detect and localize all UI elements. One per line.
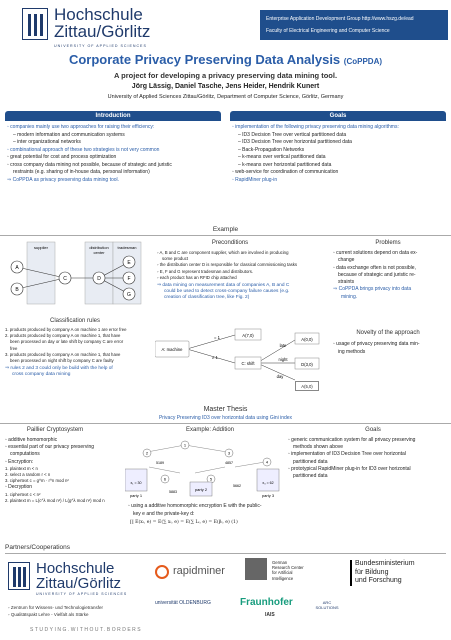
- problems-heading: Problems: [375, 240, 401, 246]
- introduction-list: [5, 121, 221, 187]
- tree-edge-late: late: [279, 343, 287, 348]
- bmbf-text: [355, 560, 415, 586]
- tree-d30-label: D(3,0): [301, 362, 313, 367]
- problem-line: change: [338, 257, 355, 264]
- dfki-line: Intelligence: [272, 575, 294, 581]
- tree-edge-eq1: = 1: [214, 335, 220, 340]
- tree-root-label: A: machine: [161, 347, 183, 352]
- bmbf-line: Bundesministerium: [355, 560, 415, 567]
- rules-conclusion: cross company data mining: [12, 372, 71, 378]
- rapidminer-icon: [155, 565, 169, 579]
- party-1-label: party 1: [129, 493, 143, 498]
- hszg-logo-mark-icon: [8, 562, 30, 590]
- poster-title: [0, 52, 451, 67]
- title-main: Corporate Privacy Preserving Data Analysis: [68, 52, 341, 67]
- classification-tree: [155, 325, 320, 385]
- preconditions-conclusion: ⇒ data mining on measurement data of companies A, B and C: [157, 283, 290, 289]
- goal-line: ◦ web-service for coordination of communication: [232, 169, 339, 175]
- thesis-goals-heading: Goals: [365, 427, 381, 433]
- dfki-line: German: [272, 560, 288, 565]
- precondition-line: ◦ A, B and C are component supplier, which are involved in producing: [157, 250, 289, 255]
- bmbf-line: für Bildung: [355, 568, 389, 576]
- introduction-heading: Introduction: [5, 111, 221, 121]
- message-value-1: 5189: [156, 461, 164, 465]
- intro-line: ◦ cross company data mining not possible, because of strategic and juristic: [7, 161, 172, 168]
- precondition-line: some product: [162, 256, 189, 262]
- supplier-label: supplier: [33, 245, 49, 250]
- party-3-icon: [257, 469, 279, 491]
- step-5-label: 5: [209, 476, 213, 482]
- tree-leaf-a50: A(5,0): [295, 381, 319, 391]
- fraunhofer-logo: Fraunhofer: [240, 597, 293, 608]
- problem-line: straints: [338, 279, 355, 286]
- tradesman-label: tradesman: [117, 245, 137, 250]
- rule-line: 3. products produced by company A on machine 1, that have: [5, 351, 121, 357]
- band-line1: Enterprise Application Development Group http://www.hszg.de/ead: [266, 16, 414, 22]
- affiliation: University of Applied Sciences Zittau/Görlitz, Department of Computer Science, Görlitz, Germany: [107, 94, 344, 100]
- hszg-logo: [8, 560, 138, 600]
- hszg-line3: UNIVERSITY OF APPLIED SCIENCES: [36, 592, 128, 596]
- step-3-label: 3: [227, 450, 231, 456]
- rule-line: 2. products produced by company A on machine 1, that have: [5, 333, 121, 339]
- university-logo: [22, 6, 172, 46]
- addition-example-text: [128, 503, 293, 518]
- supply-chain-diagram: [5, 240, 145, 310]
- tree-a71-label: A(7,0): [242, 333, 254, 338]
- dfki-text: [272, 560, 304, 581]
- intro-line: ◦ companies mainly use two approaches for raising their efficiency:: [7, 124, 155, 130]
- addition-text-line: ◦ using a additive homomorphic encryption E with the public-: [128, 503, 262, 509]
- paillier-heading: Paillier Cryptosystem: [26, 427, 84, 433]
- hszg-line1: Hochschule: [36, 560, 115, 577]
- logo-line3: UNIVERSITY OF APPLIED SCIENCES: [54, 44, 147, 48]
- paillier-list: [5, 437, 115, 504]
- node-d-label: D: [97, 276, 101, 282]
- tree-edge-night: night: [278, 357, 288, 362]
- rules-conclusion: ⇒ rules 2 and 3 could only be build with the help of: [5, 366, 113, 372]
- dfki-icon: [245, 558, 267, 580]
- rapidminer-logo: [155, 563, 230, 583]
- step-2-label: 2: [145, 450, 149, 456]
- intro-line: restraints (e.g. sharing of in-house data, personal information): [13, 169, 150, 175]
- authors: Jörg Lässig, Daniel Tasche, Jens Heider, Hendrik Kunert: [131, 83, 320, 90]
- intro-line: ◦ great potential for cost and process optimization: [7, 154, 117, 160]
- paillier-line: 1. plaintext m < n: [5, 465, 38, 471]
- goal-line: ◦ RapidMiner plug-in: [232, 176, 278, 183]
- iais-label: IAIS: [265, 612, 275, 618]
- rule-line: been processed on night shift by company C are faulty: [10, 358, 114, 364]
- paillier-line: ◦ essential part of our privacy preserving: [5, 444, 95, 451]
- header: [0, 0, 451, 46]
- preconditions-conclusion: creation of classification tree, like Fig. 2): [164, 295, 250, 301]
- problem-line: because of strategic and juristic re-: [338, 271, 416, 278]
- introduction-section: [5, 111, 221, 187]
- intro-line: ◦ combinational approach of these two strategies is not very common: [7, 146, 160, 153]
- message-value-4: 5883: [169, 490, 177, 494]
- title-abbr: (CoPPDA): [343, 57, 383, 66]
- preconditions-conclusion: could be used to detect cross-company failure causes (e.g.: [164, 289, 290, 295]
- hszg-line2: Zittau/Görlitz: [36, 575, 122, 592]
- thesis-goal-line: methods shown above: [293, 444, 344, 451]
- example-heading: Example: [0, 225, 451, 236]
- goal-line: – k-means over horizontal partitioned data: [238, 161, 332, 168]
- precondition-line: ◦ each product has an RFID chip attached: [157, 274, 237, 280]
- message-value-3: 5662: [233, 484, 241, 488]
- goal-line: – k-means over vertical partitioned data: [238, 154, 326, 160]
- paillier-line: ◦ Encryption:: [5, 458, 34, 465]
- paillier-line: computations: [10, 451, 40, 458]
- goals-section: [230, 111, 446, 187]
- addition-example-heading: Example: Addition: [185, 427, 235, 433]
- partners-heading: Partners/Cooperations: [5, 544, 446, 554]
- precondition-line: ◦ the distribution center D is responsible for classical commissioning tasks: [157, 262, 298, 268]
- paillier-line: 2. plaintext m = L(c^λ mod n²) / L(g^λ mod n²) mod n: [5, 497, 105, 503]
- rule-line: free: [10, 345, 18, 351]
- step-1-label: 1: [183, 442, 187, 448]
- paillier-line: 2. select a random r < n: [5, 472, 51, 478]
- intro-line: – inter organizational networks: [13, 139, 81, 145]
- thesis-goal-line: partitioned data: [293, 458, 328, 465]
- tree-a00-label: A(0,0): [301, 337, 313, 342]
- rule-line: been processed on day or late shift by company C are error: [10, 339, 124, 345]
- band-line2: Faculty of Electrical Engineering and Computer Science: [266, 28, 390, 34]
- classification-rules-heading: Classification rules: [49, 318, 101, 324]
- node-c-label: C: [63, 276, 67, 282]
- thesis-heading: Master Thesis: [203, 406, 248, 413]
- bmbf-flag-icon: [350, 560, 352, 586]
- node-b-label: B: [15, 287, 19, 293]
- paillier-line: ◦ Decryption: [5, 484, 33, 491]
- intro-conclusion: ⇒ CoPPDA as privacy preserving data mining tool.: [7, 176, 120, 183]
- logo-mark-icon: [22, 8, 48, 40]
- party-2-label: party 2: [194, 487, 208, 492]
- bmbf-line: und Forschung: [355, 577, 402, 584]
- tree-edge-neq1: ≠ 1: [212, 355, 218, 360]
- header-band: [260, 10, 448, 40]
- paillier-line: ◦ additive homomorphic: [5, 437, 58, 443]
- thesis-goal-line: partitioned data: [293, 473, 328, 480]
- hszg-note-2: ◦ Qualitätspakt Lehre - Vielfalt als Stärke: [8, 612, 89, 617]
- node-g-label: G: [127, 292, 131, 298]
- node-f-label: F: [127, 276, 131, 282]
- step-4-label: 4: [265, 459, 269, 465]
- intro-line: – modern information and communication systems: [13, 131, 125, 138]
- preconditions-heading: Preconditions: [211, 240, 249, 246]
- novelty-line: ◦ usage of privacy preserving data min-: [333, 341, 420, 347]
- paillier-line: 1. ciphertext c < n²: [5, 491, 41, 497]
- logo-line1: Hochschule: [54, 5, 143, 24]
- party-3-label: party 3: [261, 493, 275, 498]
- tree-shift-label: C: shift: [241, 361, 255, 366]
- paillier-line: 3. ciphertext c = g^m · r^n mod n²: [5, 478, 69, 484]
- arc-logo: ARC SOLUTIONS: [315, 600, 339, 610]
- oldenburg-logo: universität OLDENBURG: [155, 600, 211, 606]
- novelty-list: [333, 341, 448, 356]
- novelty-line: ing methods: [338, 348, 366, 355]
- supplier-column: [27, 242, 55, 304]
- preconditions-list: [157, 250, 317, 302]
- thesis-subheading: Privacy Preserving ID3 over horizontal data using Gini index: [0, 415, 451, 424]
- center-label: center: [93, 250, 105, 255]
- step-6-label: 6: [163, 476, 167, 482]
- rule-line: 1. products produced by company A on machine 1 are error free: [5, 327, 127, 332]
- problem-conclusion: ⇒ CoPPDA brings privacy into data: [333, 286, 412, 293]
- goals-list: [230, 121, 446, 187]
- thesis-goal-line: ◦ generic communication system for all privacy preserving: [288, 437, 416, 443]
- node-a-label: A: [15, 265, 19, 271]
- problems-list: [333, 250, 448, 301]
- goal-line: – ID3 Decision Tree over vertical partitioned data: [238, 131, 347, 138]
- message-value-2: 4857: [225, 461, 233, 465]
- addition-example-diagram: [125, 437, 290, 499]
- precondition-line: ◦ E, F and G represent tradesman and distributors.: [157, 268, 254, 274]
- rapidminer-text: rapidminer: [173, 565, 225, 577]
- party-1-icon: [125, 469, 147, 491]
- classification-rules: [5, 327, 150, 379]
- dfki-line: for Artificial: [272, 570, 293, 576]
- footer-slogan: STUDYING.WITHOUT.BORDERS: [30, 627, 143, 633]
- thesis-goal-line: ◦ implementation of ID3 Decision Tree over horizontal: [288, 451, 406, 458]
- goal-line: – ID3 Decision Tree over horizontal partitioned data: [238, 139, 352, 145]
- poster-subtitle: A project for developing a privacy preserving data mining tool.: [113, 71, 338, 80]
- goal-line: ◦ implementation of the following privacy preserving data mining algorithms:: [232, 124, 399, 130]
- thesis-goals-list: [288, 437, 448, 480]
- problem-line: ◦ data exchange often is not possible,: [333, 264, 416, 271]
- logo-line2: Zittau/Görlitz: [54, 22, 151, 41]
- hszg-note-1: ◦ Zentrum für Wissens- und Technologietransfer: [8, 605, 104, 610]
- dfki-line: Research Center: [272, 565, 304, 571]
- thesis-goal-line: ◦ prototypical RapidMiner plug-in for ID3 over horizontal: [288, 465, 411, 472]
- distribution-label: distribution: [89, 245, 109, 250]
- addition-text-line: key e and the private-key d:: [133, 510, 195, 517]
- party-1-value: x₁ = 30: [130, 481, 142, 485]
- party-3-value: x₃ = 62: [262, 481, 274, 485]
- problem-conclusion: mining.: [341, 293, 358, 300]
- homomorphic-formula: ∏ E(xᵢ, e) = E(∑ xᵢ, e) = E(∑ Lᵢ, e) = E(βᵢ, e) (1): [130, 520, 238, 525]
- goals-heading: Goals: [230, 111, 446, 121]
- problem-line: ◦ current solutions depend on data ex-: [333, 250, 418, 256]
- tree-edge-day: day: [276, 374, 284, 379]
- novelty-heading: Novelty of the approach: [356, 330, 420, 336]
- goal-line: – Back-Propagation Networks: [238, 146, 305, 153]
- node-e-label: E: [127, 260, 131, 266]
